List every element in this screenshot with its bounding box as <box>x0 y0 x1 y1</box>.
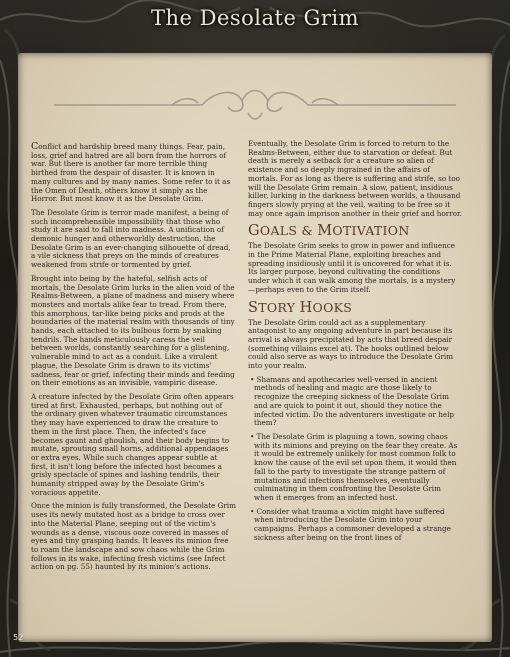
body-paragraph: The Desolate Grim seeks to grow in power and influence in the Prime Material Plane, exploiting breaches and spreading insidiously until it is uncovered for what it is. Its larger purpose, beyond cultivating the conditions under which it can walk among the mortals, is a mystery—perhaps even to the Grim itself. <box>248 241 456 294</box>
body-paragraph: Brought into being by the hateful, selfish acts of mortals, the Desolate Grim lurks in the alien void of the Realms-Between, a plane of madness and misery where monsters and mortals alike fear to tread. From there, this amorphous, tar-like being picks and prods at the boundaries of the material realm with thousands of tiny hands, each attached to its bulbous form by snaking tendrils. The hands meticulously caress the veil between worlds, constantly searching for a glistening, vulnerable mind to act as a conduit. Like a virulent plague, the Desolate Grim is drawn to its victims' sadness, fear or grief, infecting their minds and feeding on their emotions as an invisible, vampiric disease. <box>31 273 235 388</box>
list-item: • Shamans and apothecaries well-versed in ancient methods of healing and magic are those likely to recognize the creeping sickness of the Desolate Grim and are quick to point it out, should they notice the infected victim. Do the adventurers investigate or help them? <box>250 374 454 428</box>
body-paragraph: A creature infected by the Desolate Grim often appears tired at first. Exhausted, perhaps, but nothing out of the ordinary given whatever traumatic circumstances they may have experienced to draw the creature to them in the first place. Then, the infected's face becomes gaunt and ghoulish, and their body begins to mutate, sprouting small horns, additional appendages or extra eyes. While such changes appear subtle at first, it isn't long before the infected host becomes a grisly spectacle of spines and lashing tendrils, their humanity stripped away by the Desolate Grim's voracious appetite. <box>31 391 234 497</box>
scroll-ornament-divider <box>52 83 458 127</box>
left-column <box>31 143 236 577</box>
page-title: The Desolate Grim <box>150 6 360 30</box>
body-paragraph: Once the minion is fully transformed, the Desolate Grim uses its newly mutated host as a bridge to cross over into the Material Plane, seeping out of the victim's wounds as a dense, viscous ooze covered in masses of eyes and tiny grasping hands. It leaves its minion free to roam the landscape and sow chaos while the Grim follows in its wake, infecting fresh victims (see Infect action on pg. 55) haunted by its minion's actions. <box>31 501 236 572</box>
list-item: • Consider what trauma a victim might have suffered when introducing the Desolate Grim into your campaigns. Perhaps a commoner developed a strange sickness after being on the front lines of <box>250 506 451 542</box>
list-item: • The Desolate Grim is plaguing a town, sowing chaos with its minions and preying on the fear they create. As it would be extremely unlikely for most common folk to know the cause of the evil set upon them, it would then fall to the party to investigate the strange pattern of mutations and infections themselves, eventually culminating in them confronting the Desolate Grim when it emerges from an infected host. <box>250 431 458 502</box>
section-heading-story-hooks: STORY HOOKS <box>248 299 353 316</box>
section-heading-goals: GOALS & MOTIVATION <box>248 223 410 240</box>
page-number: 52 <box>13 633 24 642</box>
right-column <box>248 140 462 547</box>
intro-paragraph <box>31 143 236 204</box>
story-hooks-list <box>248 376 462 543</box>
intro-paragraph-text: onflict and hardship breed many things. Fear, pain, loss, grief and hatred are all born from the horrors of war. But there is another far more terrible thing birthed from the despair of disaster. It is known in many cultures and by many names. Some refer to it as the Omen of Death, others know it simply as the Horror. But most know it as the Desolate Grim. <box>31 142 231 204</box>
body-paragraph: The Desolate Grim could act as a supplementary antagonist to any ongoing adventure in part because its arrival is always precipitated by acts that breed despair (something villains excel at). The hooks outlined below could also serve as ways to introduce the Desolate Grim into your realm. <box>248 317 454 371</box>
drop-cap: C <box>31 141 39 152</box>
body-paragraph: Eventually, the Desolate Grim is forced to return to the Realms-Between, either due to starvation or defeat. But death is merely a setback for a creature so alien of existence and so deeply ingrained in the affairs of mortals. For as long as there is suffering and strife, so too will the Desolate Grim remain. A slow, patient, insidious killer, lurking in the darkness between worlds, a thousand fingers slowly prying at the veil, waiting to be free so it may once again imprison another in their grief and horror. <box>248 139 462 218</box>
body-paragraph: The Desolate Grim is terror made manifest, a being of such incomprehensible impossibility that those who study it are said to fall into madness. A unification of demonic hunger and otherworldly destruction, the Desolate Grim is an ever-changing silhouette of dread, a vile sickness that preys on the minds of creatures weakened from strife or tormented by grief. <box>31 207 231 270</box>
